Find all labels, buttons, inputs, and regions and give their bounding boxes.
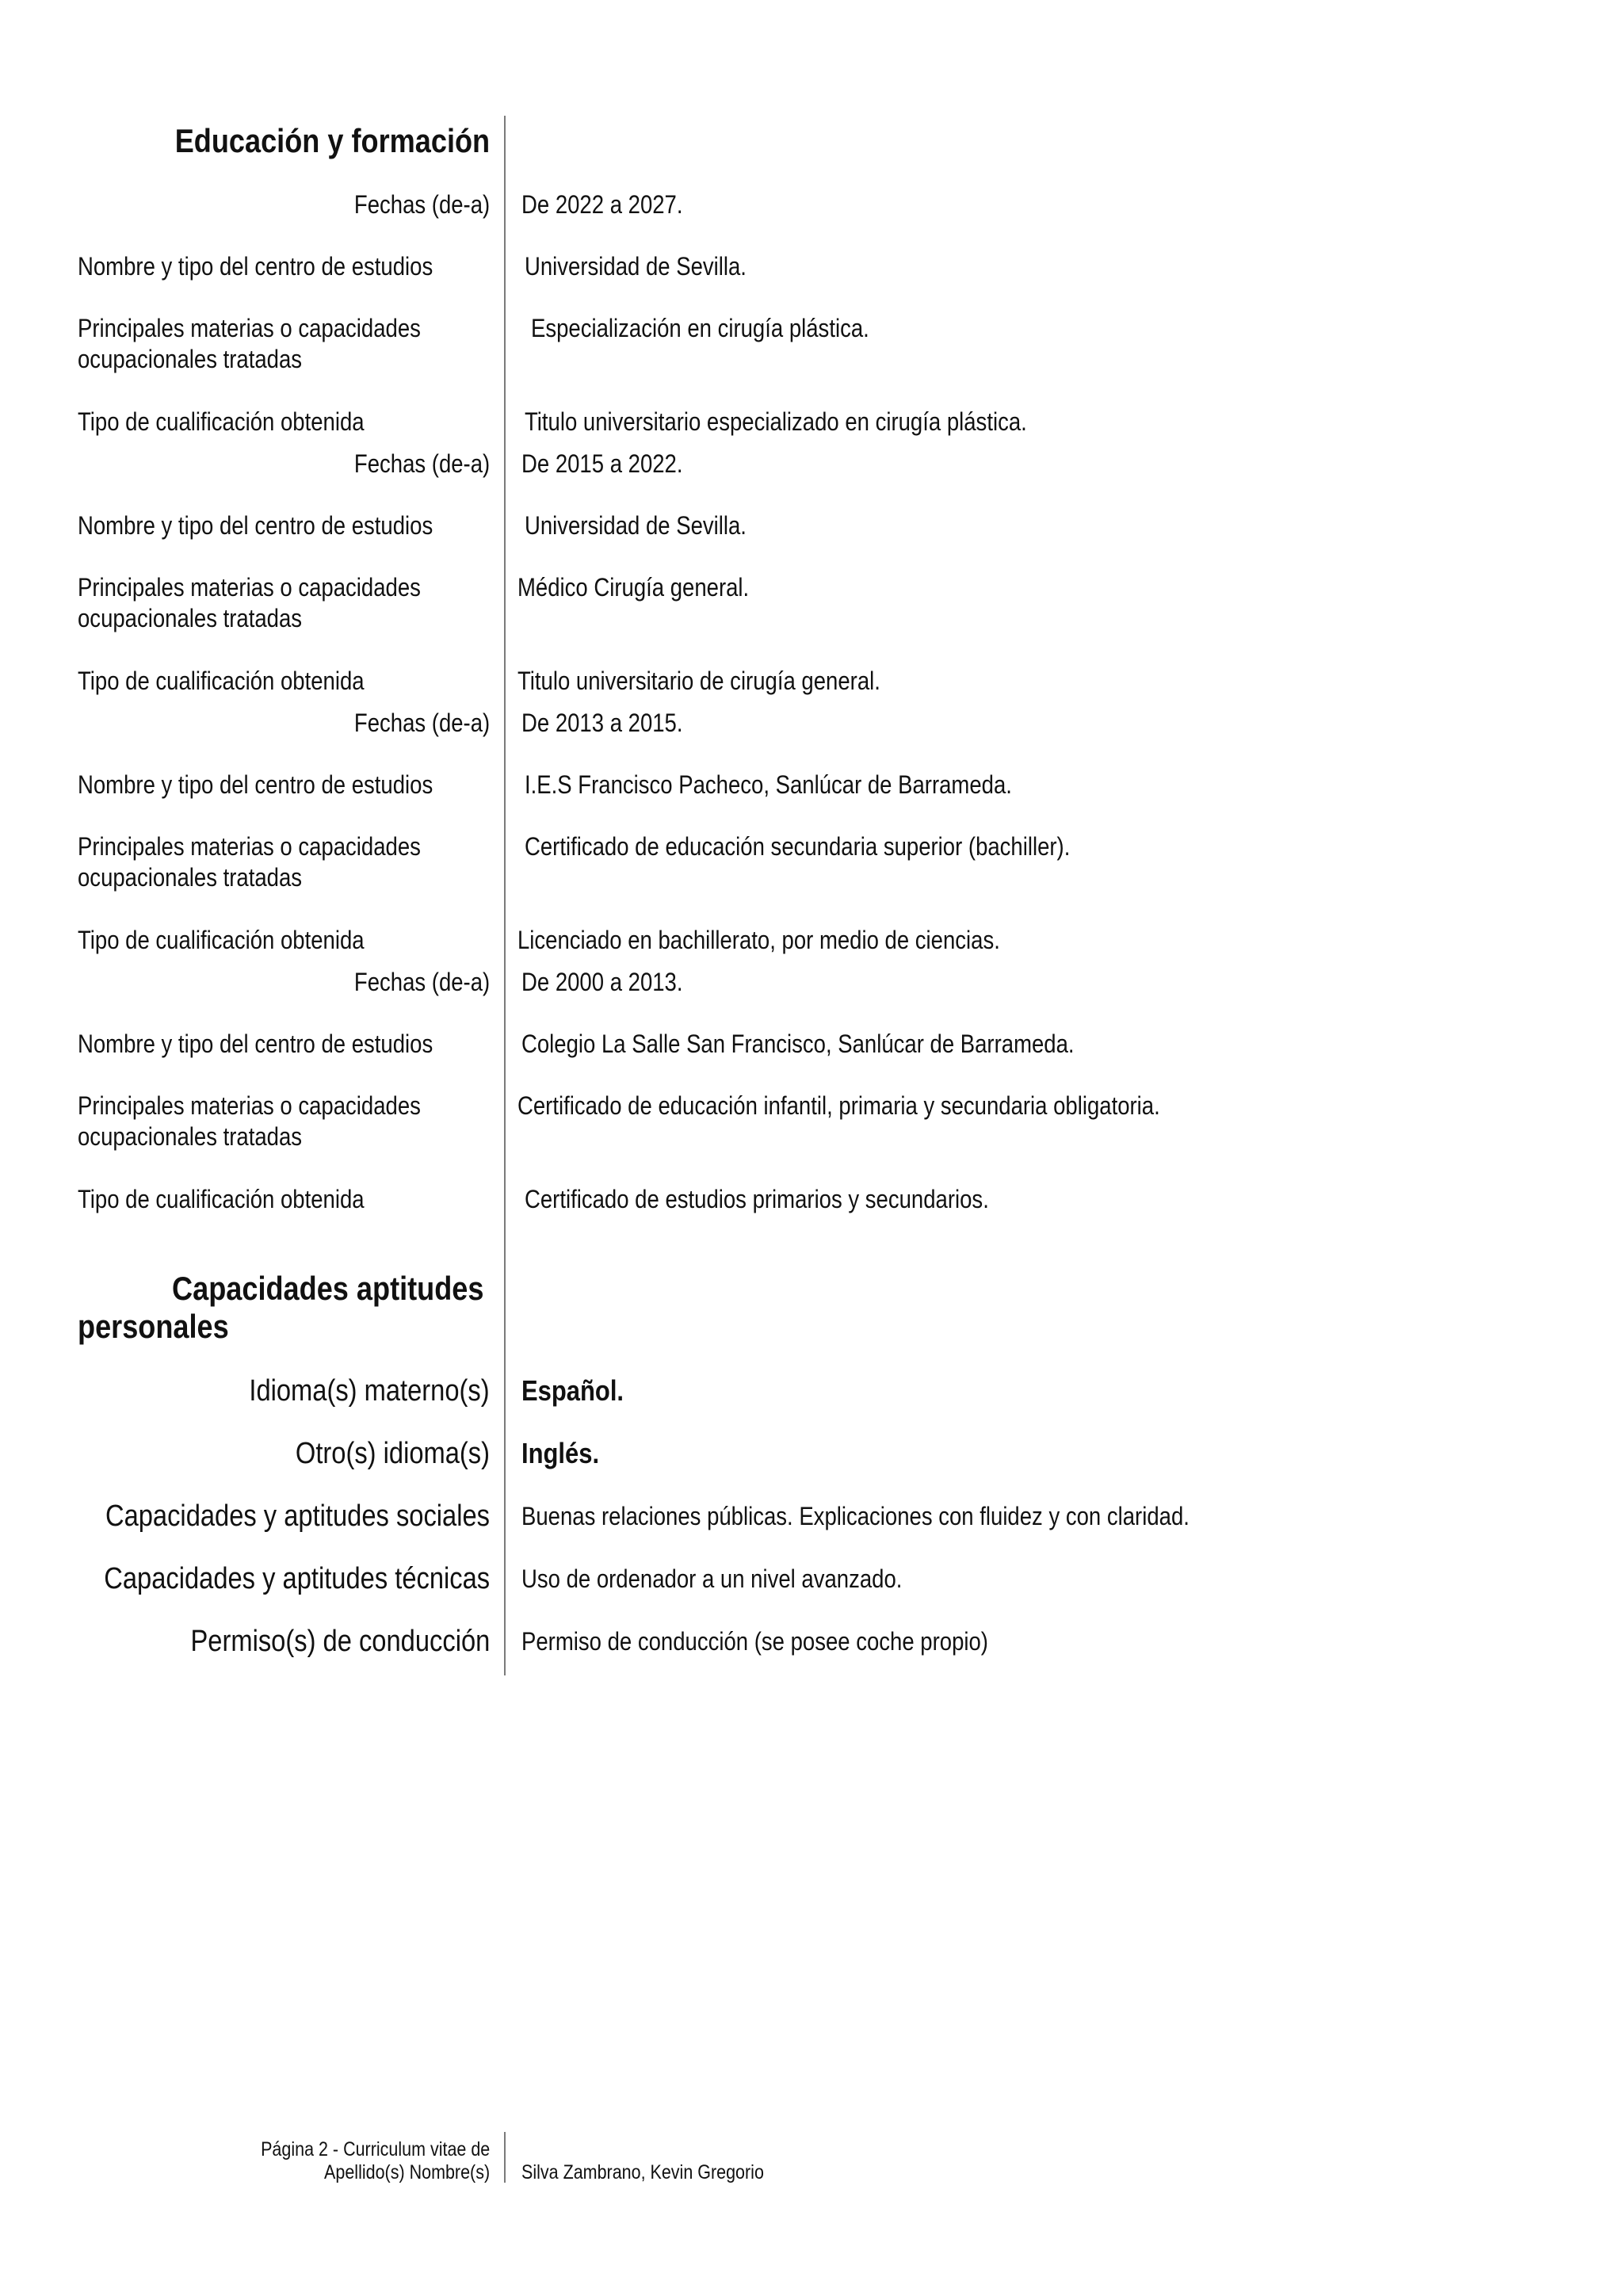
technical-skills-value: Uso de ordenador a un nivel avanzado. <box>521 1564 903 1593</box>
subjects-value: Certificado de educación infantil, primaria y secundaria obligatoria. <box>517 1091 1160 1120</box>
other-languages-label: Otro(s) idioma(s) <box>295 1437 490 1470</box>
dates-value: De 2015 a 2022. <box>521 449 683 478</box>
social-skills-value: Buenas relaciones públicas. Explicaciones con fluidez y con claridad. <box>521 1502 1190 1530</box>
skills-title-line1: Capacidades aptitudes <box>171 1270 483 1307</box>
subjects-value: Certificado de educación secundaria superior (bachiller). <box>525 832 1071 861</box>
dates-value: De 2013 a 2015. <box>521 709 683 737</box>
mother-tongue-value: Español. <box>521 1374 624 1407</box>
footer-page-label-line1: Página 2 - Curriculum vitae de <box>260 2138 490 2160</box>
dates-value: De 2000 a 2013. <box>521 968 683 996</box>
skills-title-line2: personales <box>78 1308 229 1345</box>
center-value: Universidad de Sevilla. <box>525 252 747 281</box>
footer-divider <box>504 2132 506 2183</box>
center-value: I.E.S Francisco Pacheco, Sanlúcar de Barrameda. <box>525 770 1012 799</box>
subjects-label-line1: Principales materias o capacidades <box>78 1091 421 1120</box>
center-label: Nombre y tipo del centro de estudios <box>78 770 433 799</box>
dates-label: Fechas (de-a) <box>353 709 490 737</box>
dates-label: Fechas (de-a) <box>353 968 490 996</box>
center-label: Nombre y tipo del centro de estudios <box>78 1030 433 1058</box>
dates-value: De 2022 a 2027. <box>521 190 683 219</box>
dates-label: Fechas (de-a) <box>353 190 490 219</box>
footer-name: Silva Zambrano, Kevin Gregorio <box>521 2161 764 2183</box>
subjects-label-line2: ocupacionales tratadas <box>78 863 303 892</box>
technical-skills-label: Capacidades y aptitudes técnicas <box>104 1562 490 1595</box>
column-divider <box>504 116 506 1675</box>
qualification-label: Tipo de cualificación obtenida <box>78 926 365 954</box>
qualification-value: Titulo universitario especializado en cirugía plástica. <box>525 407 1027 436</box>
dates-label: Fechas (de-a) <box>353 449 490 478</box>
subjects-label-line1: Principales materias o capacidades <box>78 573 421 602</box>
center-label: Nombre y tipo del centro de estudios <box>78 252 433 281</box>
other-languages-value: Inglés. <box>521 1437 600 1469</box>
center-label: Nombre y tipo del centro de estudios <box>78 511 433 540</box>
qualification-label: Tipo de cualificación obtenida <box>78 407 365 436</box>
qualification-label: Tipo de cualificación obtenida <box>78 1185 365 1213</box>
social-skills-label: Capacidades y aptitudes sociales <box>105 1499 490 1533</box>
qualification-value: Licenciado en bachillerato, por medio de ciencias. <box>517 926 1000 954</box>
qualification-label: Tipo de cualificación obtenida <box>78 667 365 695</box>
center-value: Colegio La Salle San Francisco, Sanlúcar de Barrameda. <box>521 1030 1075 1058</box>
subjects-label-line2: ocupacionales tratadas <box>78 345 303 373</box>
education-title: Educación y formación <box>174 122 490 159</box>
subjects-label-line2: ocupacionales tratadas <box>78 1122 303 1151</box>
qualification-value: Certificado de estudios primarios y secundarios. <box>525 1185 989 1213</box>
qualification-value: Titulo universitario de cirugía general. <box>517 667 880 695</box>
footer-page-label-line2: Apellido(s) Nombre(s) <box>323 2161 490 2183</box>
subjects-value: Médico Cirugía general. <box>517 573 750 602</box>
subjects-label-line2: ocupacionales tratadas <box>78 604 303 632</box>
center-value: Universidad de Sevilla. <box>525 511 747 540</box>
driving-license-label: Permiso(s) de conducción <box>190 1625 490 1658</box>
subjects-label-line1: Principales materias o capacidades <box>78 314 421 342</box>
driving-license-value: Permiso de conducción (se posee coche propio) <box>521 1627 988 1656</box>
subjects-label-line1: Principales materias o capacidades <box>78 832 421 861</box>
mother-tongue-label: Idioma(s) materno(s) <box>249 1374 490 1408</box>
subjects-value: Especialización en cirugía plástica. <box>531 314 869 342</box>
